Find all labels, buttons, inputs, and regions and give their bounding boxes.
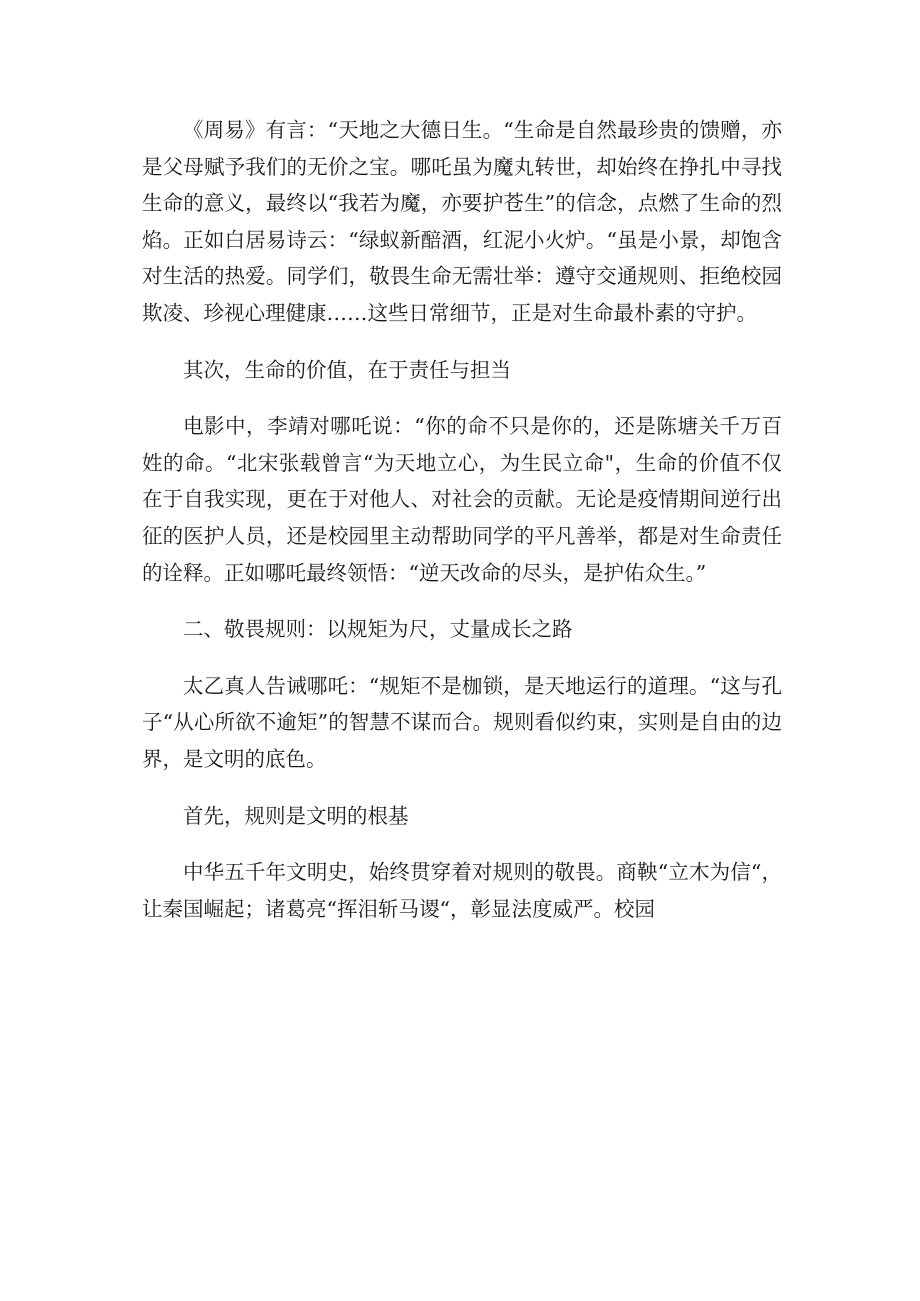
paragraph-life-cherish: 《周易》有言：“天地之大德日生。“生命是自然最珍贵的馈赠，亦是父母赋予我们的无价之宝。哪吒虽为魔丸转世，却始终在挣扎中寻找生命的意义，最终以“我若为魔，亦要护苍生”的信念，点燃了生命的烈焰。正如白居易诗云：“绿蚁新醅酒，红泥小火炉。“虽是小景，却饱含对生活的热爱。同学们，敬畏生命无需壮举：遵守交通规则、拒绝校园欺凌、珍视心理健康……这些日常细节，正是对生命最朴素的守护。 [142, 118, 782, 325]
subheading-rules-foundation: 首先，规则是文明的根基 [183, 803, 409, 828]
subheading-life-value: 其次，生命的价值，在于责任与担当 [183, 357, 511, 382]
paragraph-rules-history: 中华五千年文明史，始终贯穿着对规则的敬畏。商鞅“立木为信“，让秦国崛起；诸葛亮“挥泪斩马谡“，彰显法度威严。校园 [142, 860, 782, 921]
paragraph-life-responsibility: 电影中，李靖对哪吒说：“你的命不只是你的，还是陈塘关千万百姓的命。“北宋张载曾言“为天地立心，为生民立命"，生命的价值不仅在于自我实现，更在于对他人、对社会的贡献。无论是疫情期间逆行出征的医护人员，还是校园里主动帮助同学的平凡善举，都是对生命责任的诠释。正如哪吒最终领悟：“逆天改命的尽头，是护佑众生。” [142, 414, 782, 585]
section-heading-rules: 二、敬畏规则：以规矩为尺，丈量成长之路 [183, 617, 573, 642]
paragraph-rules-intro: 太乙真人告诫哪吒：“规矩不是枷锁，是天地运行的道理。“这与孔子“从心所欲不逾矩”的智慧不谋而合。规则看似约束，实则是自由的边界，是文明的底色。 [142, 673, 782, 771]
document-body [142, 112, 782, 927]
